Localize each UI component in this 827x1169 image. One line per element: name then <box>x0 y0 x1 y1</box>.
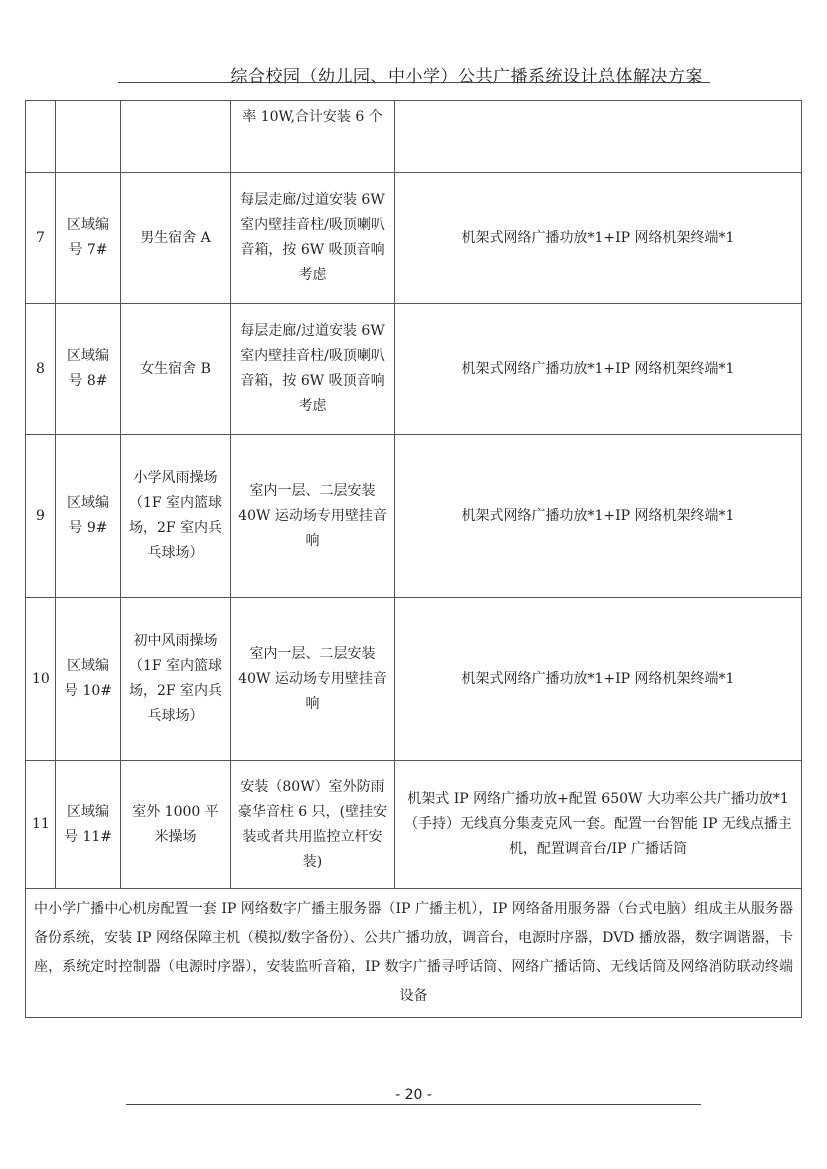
description-cell: 每层走廊/过道安装 6W 室内壁挂音柱/吸顶喇叭音箱，按 6W 吸顶音响考虑 <box>231 173 395 304</box>
table-row <box>26 435 802 598</box>
location-cell: 女生宿舍 B <box>121 304 231 435</box>
location-cell: 室外 1000 平米操场 <box>121 761 231 889</box>
description-cell: 室内一层、二层安装 40W 运动场专用壁挂音响 <box>231 598 395 761</box>
equipment-cell: 机架式网络广播功放*1+IP 网络机架终端*1 <box>395 304 802 435</box>
index-cell: 7 <box>26 173 56 304</box>
equipment-cell: 机架式网络广播功放*1+IP 网络机架终端*1 <box>395 598 802 761</box>
area-cell: 区域编号 7# <box>56 173 121 304</box>
table-row <box>26 173 802 304</box>
description-cell: 室内一层、二层安装 40W 运动场专用壁挂音响 <box>231 435 395 598</box>
equipment-table <box>25 100 802 1018</box>
summary-cell <box>26 889 802 1018</box>
equipment-cell: 机架式网络广播功放*1+IP 网络机架终端*1 <box>395 173 802 304</box>
area-cell: 区域编号 9# <box>56 435 121 598</box>
summary-text: 中小学广播中心机房配置一套 IP 网络数字广播主服务器（IP 广播主机），IP 网络备用服务器（台式电脑）组成主从服务器备份系统，安装 IP 网络保障主机（模拟/数字备份）、公共广播功放，调音台，电源时序器，DVD 播放器，数字调谐器，卡座，系统定时控制器（电源时序器），安装监听音箱，IP 数字广播寻呼话筒、网络广播话筒、无线话筒及网络消防联动终端设备 <box>34 901 793 1004</box>
table-row <box>26 761 802 889</box>
description-cell: 每层走廊/过道安装 6W 室内壁挂音柱/吸顶喇叭音箱，按 6W 吸顶音响考虑 <box>231 304 395 435</box>
summary-row <box>26 889 802 1018</box>
equipment-cell <box>395 101 802 173</box>
index-cell <box>26 101 56 173</box>
location-cell <box>121 101 231 173</box>
page-number: - 20 - <box>395 1087 432 1103</box>
index-cell: 8 <box>26 304 56 435</box>
footer-rule <box>126 1104 701 1105</box>
table-row <box>26 598 802 761</box>
area-cell <box>56 101 121 173</box>
document-title: 综合校园（幼儿园、中小学）公共广播系统设计总体解决方案 <box>230 67 703 87</box>
area-cell: 区域编号 8# <box>56 304 121 435</box>
description-cell: 安装（80W）室外防雨豪华音柱 6 只，(壁挂安装或者共用监控立杆安装) <box>231 761 395 889</box>
location-cell: 初中风雨操场（1F 室内篮球场，2F 室内兵乓球场） <box>121 598 231 761</box>
area-cell: 区域编号 11# <box>56 761 121 889</box>
index-cell: 10 <box>26 598 56 761</box>
header-rule <box>118 82 710 83</box>
index-cell: 11 <box>26 761 56 889</box>
index-cell: 9 <box>26 435 56 598</box>
table-row <box>26 304 802 435</box>
table-row <box>26 101 802 173</box>
location-cell: 小学风雨操场（1F 室内篮球场，2F 室内兵乓球场） <box>121 435 231 598</box>
area-cell: 区域编号 10# <box>56 598 121 761</box>
equipment-cell: 机架式网络广播功放*1+IP 网络机架终端*1 <box>395 435 802 598</box>
description-cell: 率 10W,合计安装 6 个 <box>231 101 395 173</box>
location-cell: 男生宿舍 A <box>121 173 231 304</box>
equipment-cell: 机架式 IP 网络广播功放+配置 650W 大功率公共广播功放*1（手持）无线真分集麦克风一套。配置一台智能 IP 无线点播主机，配置调音台/IP 广播话筒 <box>395 761 802 889</box>
